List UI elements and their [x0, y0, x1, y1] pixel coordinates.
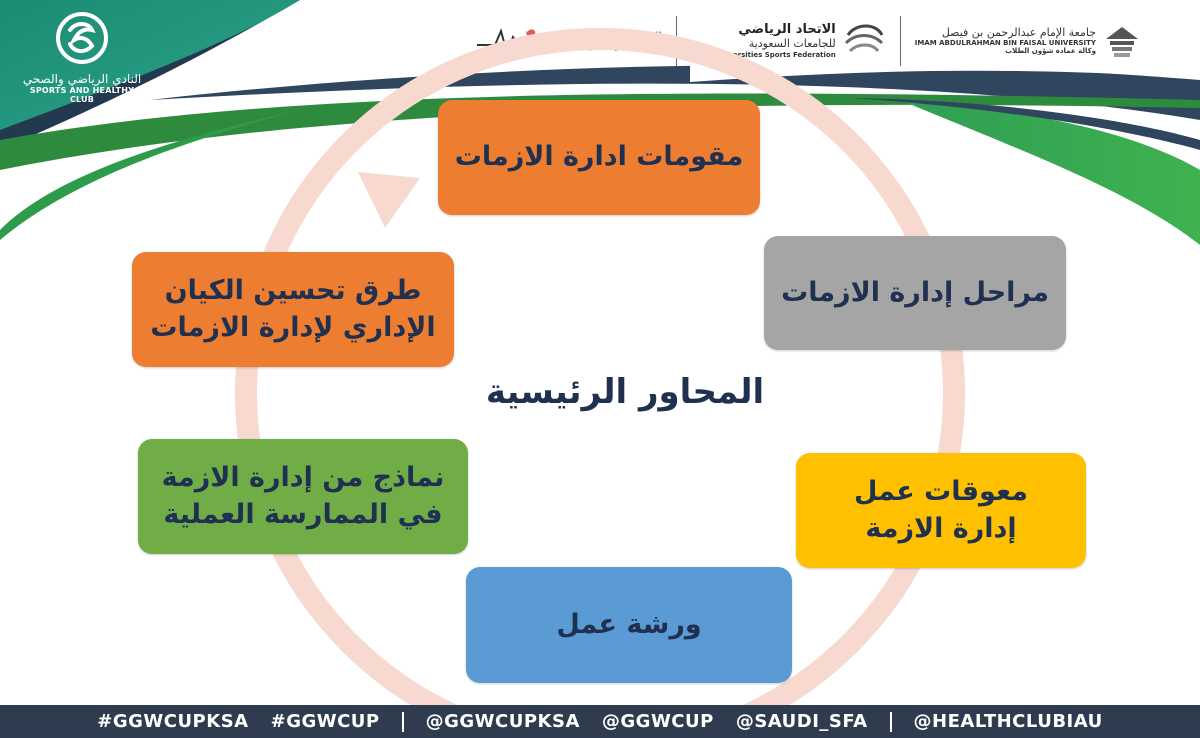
item-label: معوقات عمل إدارة الازمة [854, 476, 1028, 544]
federation-line2: للجامعات السعودية [748, 37, 836, 51]
cycle-arrowhead [358, 172, 420, 228]
item-crisis-management-obstacles [796, 453, 1086, 568]
item-label: مقومات ادارة الازمات [454, 141, 744, 173]
university-line1: جامعة الإمام عبدالرحمن بن فيصل [941, 25, 1096, 39]
university-line3: وكالة عمادة شؤون الطلاب [1005, 47, 1096, 56]
item-administrative-improvement-methods [132, 252, 454, 367]
footer-divider [402, 712, 404, 732]
footer-tag: @HEALTHCLUBIAU [913, 711, 1103, 732]
footer-tag: #GGWCUP [270, 711, 380, 732]
health-logo-line2: فريق لقا | كرة القدم لحماسيات [552, 43, 662, 52]
footer-hashtags-bar [0, 705, 1200, 738]
item-label: ورشة عمل [556, 608, 702, 640]
diagram-center-title: المحاور الرئيسية [485, 372, 765, 412]
item-crisis-management-models [138, 439, 468, 554]
footer-tag: #GGWCUPKSA [97, 711, 249, 732]
health-logo-line1: الصحة الجيدة والرفاه [565, 29, 662, 43]
item-label: طرق تحسين الكيان الإداري لإدارة الازمات [150, 275, 436, 343]
item-label: مراحل إدارة الازمات [781, 276, 1049, 308]
item-workshop [466, 567, 792, 683]
footer-tag: @GGWCUP [601, 711, 714, 732]
university-line2: IMAM ABDULRAHMAN BIN FAISAL UNIVERSITY [914, 39, 1096, 48]
item-crisis-management-stages [764, 236, 1066, 350]
item-crisis-management-components [438, 100, 760, 215]
footer-tag: @SAUDI_SFA [735, 711, 868, 732]
federation-line1: الاتحاد الرياضي [738, 22, 836, 38]
federation-line3: Saudi Universities Sports Federation [690, 50, 836, 59]
item-label: نماذج من إدارة الازمة في الممارسة العملية [161, 462, 445, 530]
club-name-arabic: النادي الرياضي والصحي [22, 72, 142, 86]
club-name-english: SPORTS AND HEALTHY CLUB [29, 86, 135, 104]
footer-tag: @GGWCUPKSA [425, 711, 580, 732]
footer-divider [890, 712, 892, 732]
